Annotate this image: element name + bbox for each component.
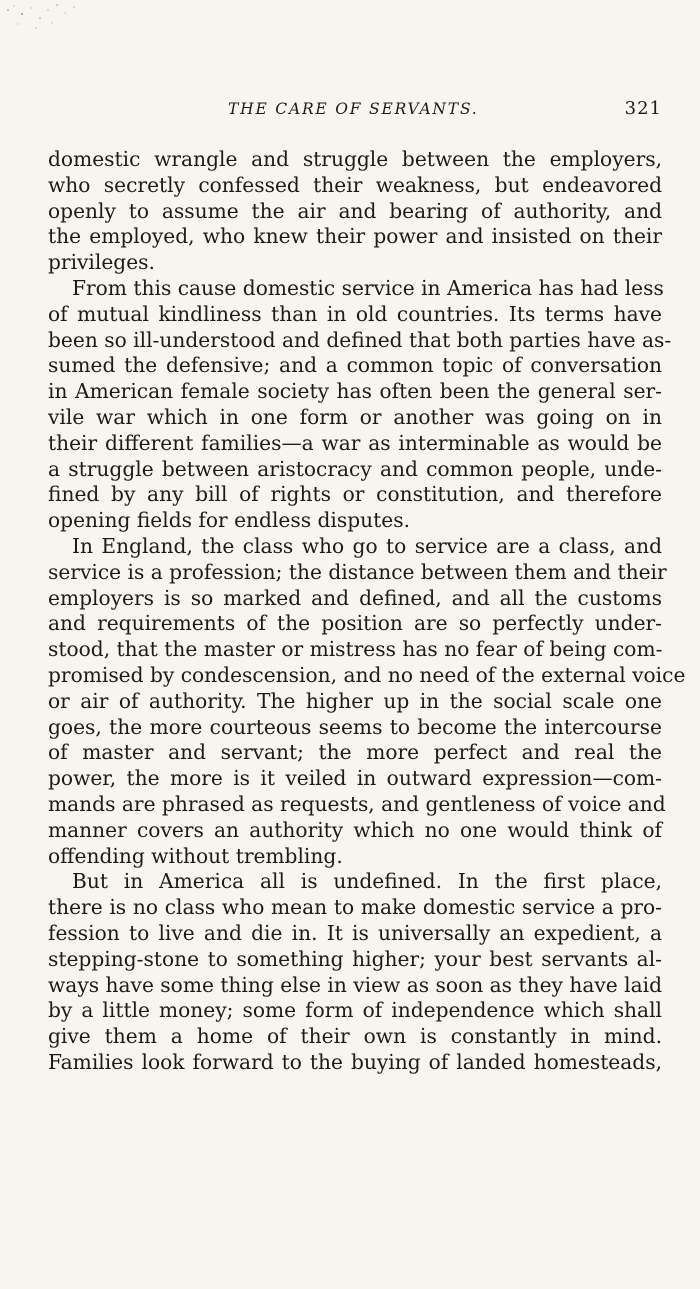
text-line: ways have some thing else in view as soon as they have laid bbox=[48, 972, 663, 997]
text-line: domestic wrangle and struggle between the employers, bbox=[48, 147, 662, 171]
text-line: openly to assume the air and bearing of authority, and bbox=[48, 198, 662, 223]
text-line: goes, the more courteous seems to become the intercourse bbox=[48, 714, 662, 739]
text-line: their different families—a war as interminable as would be bbox=[48, 430, 662, 455]
text-line: offending without trembling. bbox=[48, 843, 343, 868]
page-number: 321 bbox=[624, 98, 662, 119]
text-line: In England, the class who go to service are a class, and bbox=[72, 533, 662, 558]
text-line: the employed, who knew their power and insisted on their bbox=[48, 224, 662, 249]
text-line: fined by any bill of rights or constitution, and therefore bbox=[48, 482, 662, 507]
text-line: and requirements of the position are so perfectly under- bbox=[48, 611, 662, 636]
text-line: service is a profession; the distance between them and their bbox=[48, 559, 667, 584]
text-line: employers is so marked and defined, and all the customs bbox=[48, 585, 662, 610]
text-line: been so ill-understood and defined that both parties have as- bbox=[48, 327, 672, 352]
running-head bbox=[48, 100, 662, 126]
text-line: stood, that the master or mistress has no fear of being com- bbox=[48, 637, 663, 662]
page-speckle-mark bbox=[0, 0, 90, 45]
text-line: But in America all is undefined. In the first place, bbox=[72, 869, 662, 894]
text-line: of mutual kindliness than in old countries. Its terms have bbox=[48, 301, 662, 326]
text-line: privileges. bbox=[48, 250, 155, 275]
text-line: power, the more is it veiled in outward expression—com- bbox=[48, 766, 662, 791]
text-line: vile war which in one form or another was going on in bbox=[48, 404, 662, 429]
text-line: sumed the defensive; and a common topic of conversation bbox=[48, 353, 662, 378]
running-title: THE CARE OF SERVANTS. bbox=[228, 100, 479, 118]
text-line: there is no class who mean to make domestic service a pro- bbox=[48, 895, 662, 920]
text-line: manner covers an authority which no one would think of bbox=[48, 817, 662, 842]
text-line: in American female society has often been the general ser- bbox=[48, 379, 662, 404]
text-line: of master and servant; the more perfect and real the bbox=[48, 740, 662, 765]
text-line: mands are phrased as requests, and gentleness of voice and bbox=[48, 791, 666, 816]
text-line: a struggle between aristocracy and common people, unde- bbox=[48, 456, 662, 481]
text-line: From this cause domestic service in America has had less bbox=[72, 275, 664, 300]
text-line: who secretly confessed their weakness, but endeavored bbox=[48, 172, 662, 197]
text-line: Families look forward to the buying of landed homesteads, bbox=[48, 1049, 662, 1074]
text-line: or air of authority. The higher up in the social scale one bbox=[48, 688, 662, 713]
text-line: give them a home of their own is constantly in mind. bbox=[48, 1024, 662, 1049]
body-text bbox=[48, 147, 686, 1076]
text-line: by a little money; some form of independence which shall bbox=[48, 998, 662, 1023]
text-line: stepping-stone to something higher; your best servants al- bbox=[48, 946, 662, 971]
text-line: opening fields for endless disputes. bbox=[48, 508, 410, 533]
text-line: promised by condescension, and no need of the external voice bbox=[48, 662, 686, 687]
text-line: fession to live and die in. It is universally an expedient, a bbox=[48, 920, 662, 945]
